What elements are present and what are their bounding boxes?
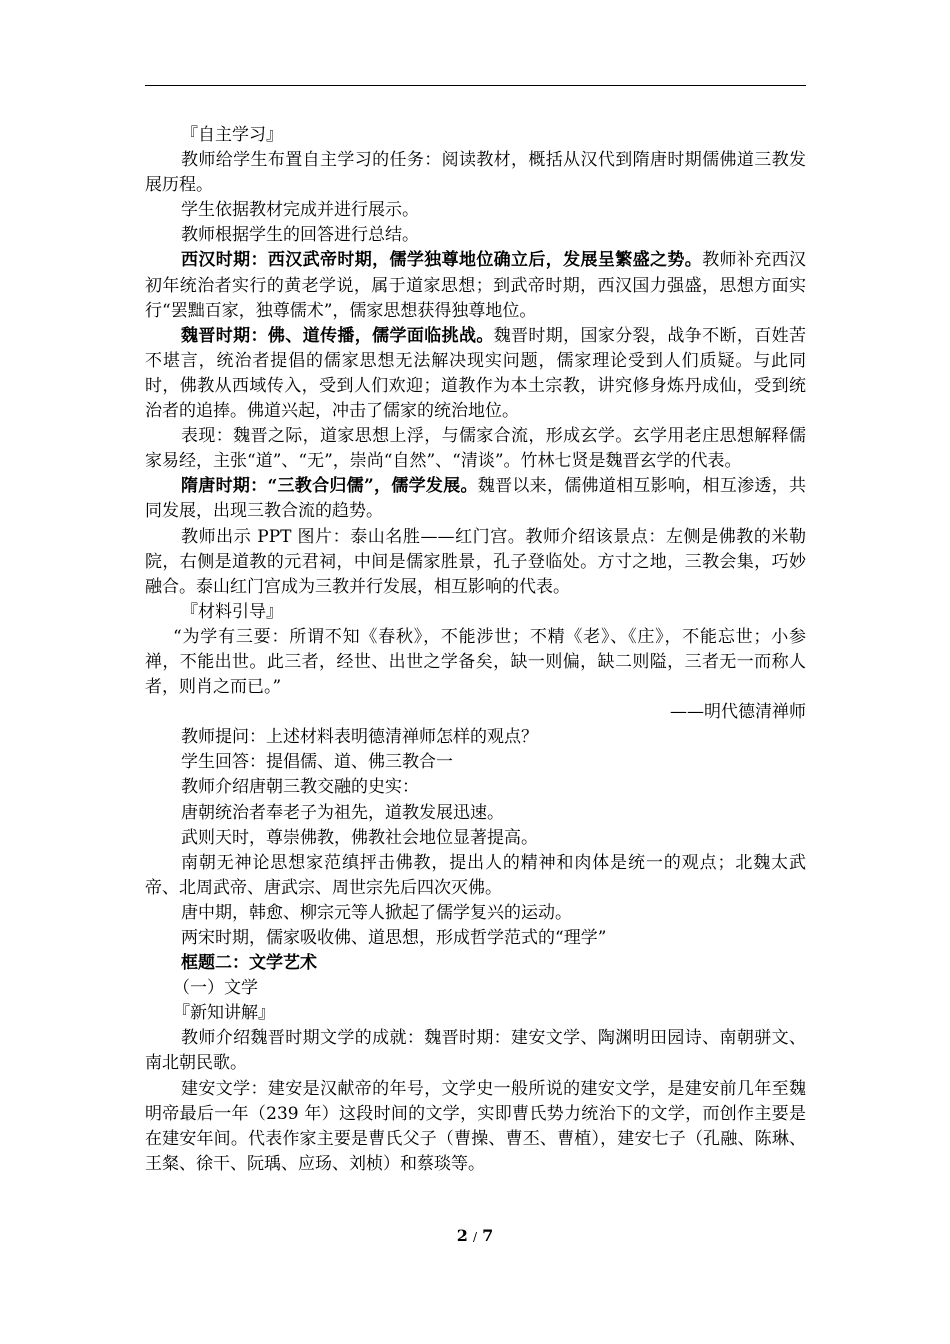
paragraph: 隋唐时期：“三教合归儒”，儒学发展。魏晋以来，儒佛道相互影响，相互渗透，共同发展，出现三教合流的趋势。 bbox=[145, 476, 806, 522]
paragraph: 教师根据学生的回答进行总结。 bbox=[181, 225, 419, 246]
paragraph: 『材料引导』 bbox=[181, 601, 283, 622]
paragraph: （一）文学 bbox=[173, 978, 258, 999]
paragraph: 唐朝统治者奉老子为祖先，道教发展迅速。 bbox=[181, 802, 504, 823]
paragraph: “为学有三要：所谓不知《春秋》，不能涉世；不精《老》、《庄》，不能忘世；小参禅，不能出世。此三者，经世、出世之学备矣，缺一则偏，缺二则隘，三者无一而称人者，则肖之而已。” bbox=[145, 626, 806, 698]
paragraph: 表现：魏晋之际，道家思想上浮，与儒家合流，形成玄学。玄学用老庄思想解释儒家易经，主张“道”、“无”，崇尚“自然”、“清谈”。竹林七贤是魏晋玄学的代表。 bbox=[145, 426, 806, 472]
paragraph: 建安文学：建安是汉献帝的年号，文学史一般所说的建安文学，是建安前几年至魏明帝最后一年（239 年）这段时间的文学，实即曹氏势力统治下的文学，而创作主要是在建安年间。代表作家主要是曹氏父子（曹操、曹丕、曹植），建安七子（孔融、陈琳、王粲、徐干、阮瑀、应玚、刘桢）和蔡琰等。 bbox=[145, 1078, 806, 1174]
paragraph: 南朝无神论思想家范缜抨击佛教，提出人的精神和肉体是统一的观点；北魏太武帝、北周武帝、唐武宗、周世宗先后四次灭佛。 bbox=[145, 852, 806, 898]
page-separator: / bbox=[472, 1230, 478, 1244]
paragraph: 学生回答：提倡儒、道、佛三教合一 bbox=[181, 752, 453, 773]
paragraph: 教师介绍唐朝三教交融的史实： bbox=[181, 777, 419, 798]
paragraph: 学生依据教材完成并进行展示。 bbox=[181, 200, 419, 221]
paragraph: 西汉时期：西汉武帝时期，儒学独尊地位确立后，发展呈繁盛之势。教师补充西汉初年统治者实行的黄老学说，属于道家思想；到武帝时期，西汉国力强盛，思想方面实行“罢黜百家，独尊儒术”，儒家思想获得独尊地位。 bbox=[145, 250, 807, 321]
paragraph: 武则天时，尊崇佛教，佛教社会地位显著提高。 bbox=[181, 827, 538, 848]
paragraph: 『自主学习』 bbox=[181, 125, 283, 145]
paragraph: ——明代德清禅师 bbox=[670, 702, 806, 723]
paragraph: 教师给学生布置自主学习的任务：阅读教材，概括从汉代到隋唐时期儒佛道三教发展历程。 bbox=[145, 150, 806, 196]
page-current: 2 bbox=[456, 1226, 468, 1245]
paragraph: 教师介绍魏晋时期文学的成就：魏晋时期：建安文学、陶渊明田园诗、南朝骈文、南北朝民歌。 bbox=[145, 1028, 806, 1074]
paragraph: 教师提问：上述材料表明德清禅师怎样的观点？ bbox=[181, 727, 538, 748]
paragraph: 两宋时期，儒家吸收佛、道思想，形成哲学范式的“理学” bbox=[181, 928, 607, 948]
document-body bbox=[145, 123, 806, 1177]
header-rule bbox=[145, 85, 806, 86]
paragraph: 教师出示 PPT 图片：泰山名胜——红门宫。教师介绍该景点：左侧是佛教的米勒院，右侧是道教的元君祠，中间是儒家胜景，孔子登临处。方寸之地，三教会集，巧妙融合。泰山红门宫成为三教并行发展，相互影响的代表。 bbox=[145, 526, 806, 597]
paragraph: 魏晋时期：佛、道传播，儒学面临挑战。魏晋时期，国家分裂，战争不断，百姓苦不堪言，统治者提倡的儒家思想无法解决现实问题，儒家理论受到人们质疑。与此同时，佛教从西域传入，受到人们欢迎；道教作为本土宗教，讲究修身炼丹成仙，受到统治者的追捧。佛道兴起，冲击了儒家的统治地位。 bbox=[145, 325, 807, 422]
page-number bbox=[0, 1226, 950, 1245]
section-heading: 框题二：文学艺术 bbox=[181, 953, 317, 974]
paragraph: 『新知讲解』 bbox=[173, 1003, 275, 1024]
page-total: 7 bbox=[482, 1226, 494, 1245]
paragraph: 唐中期，韩愈、柳宗元等人掀起了儒学复兴的运动。 bbox=[181, 902, 572, 923]
